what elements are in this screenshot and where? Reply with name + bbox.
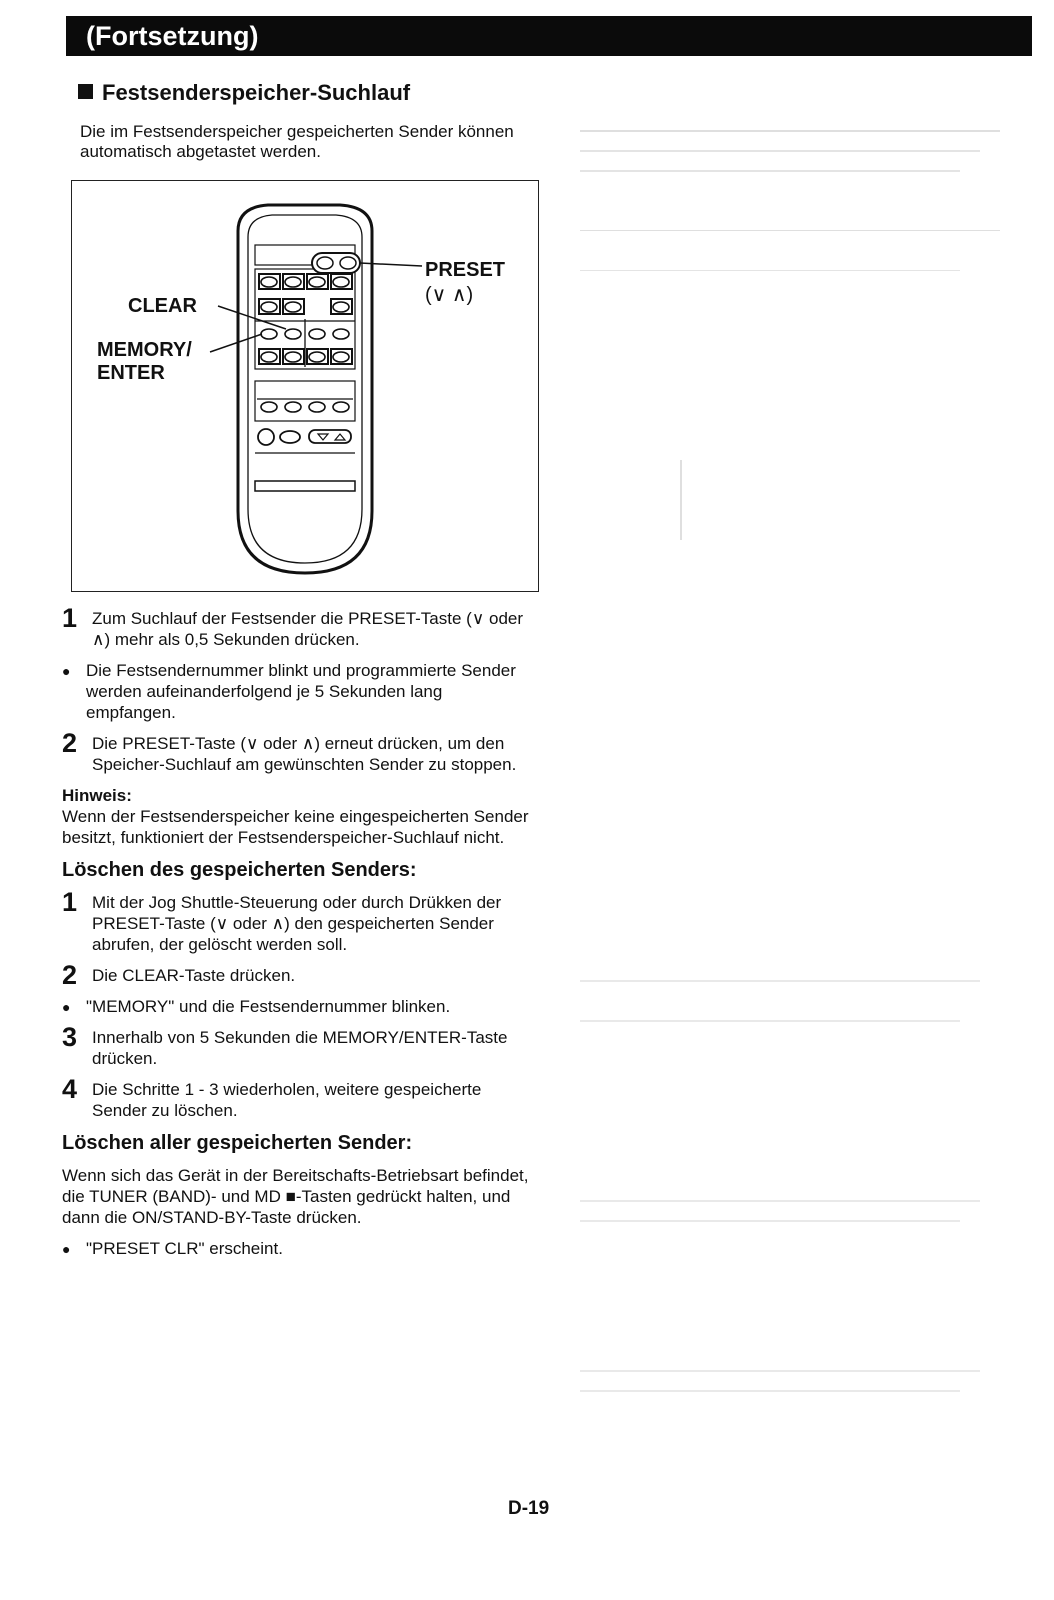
- delete-step-2: [62, 960, 532, 990]
- preset-arrows-label: (∨ ∧): [425, 284, 474, 306]
- bleed-through-texture: [560, 80, 1040, 1480]
- intro-text: Die im Festsenderspeicher gespeicherten Sender können automatisch abgetastet werden.: [80, 122, 514, 161]
- delete-all-heading: Löschen aller gespeicherten Sender:: [62, 1132, 413, 1154]
- bullet-text: "PRESET CLR" erscheint.: [86, 1239, 283, 1258]
- step-text: Die Schritte 1 - 3 wiederholen, weitere gespeicherte Sender zu löschen.: [92, 1080, 482, 1120]
- remote-control-figure: [71, 180, 539, 592]
- delete-bullet: [62, 996, 532, 1017]
- scan-step-2: [62, 728, 532, 775]
- section-heading: [78, 80, 410, 106]
- note-title: Hinweis:: [62, 786, 132, 805]
- delete-one-heading: Löschen des gespeicherten Senders:: [62, 859, 417, 881]
- instructions-column: [62, 603, 532, 1269]
- step-number: 2: [62, 728, 78, 758]
- bullet-dot-icon: ●: [62, 999, 71, 1015]
- bullet-dot-icon: ●: [62, 663, 71, 679]
- step-text: Die CLEAR-Taste drücken.: [92, 966, 296, 985]
- memory-label: MEMORY/: [97, 339, 192, 361]
- delete-step-3: [62, 1022, 532, 1069]
- step-number: 4: [62, 1074, 78, 1104]
- step-number: 2: [62, 960, 78, 990]
- bullet-text: Die Festsendernummer blinkt und programmierte Sender werden aufeinanderfolgend je 5 Sekunden lang empfangen.: [86, 661, 516, 722]
- step-text: Zum Suchlauf der Festsender die PRESET-Taste (∨ oder ∧) mehr als 0,5 Sekunden drücken.: [92, 609, 524, 649]
- step-number: 1: [62, 887, 78, 917]
- step-number: 3: [62, 1022, 78, 1052]
- delete-step-1: [62, 887, 532, 955]
- step-text: Die PRESET-Taste (∨ oder ∧) erneut drücken, um den Speicher-Suchlauf am gewünschten Sender zu stoppen.: [92, 734, 517, 774]
- delete-all-bullet: [62, 1238, 532, 1259]
- scan-bullet: [62, 660, 532, 723]
- bullet-text: "MEMORY" und die Festsendernummer blinken.: [86, 997, 451, 1016]
- enter-label: ENTER: [97, 362, 165, 384]
- bullet-dot-icon: ●: [62, 1241, 71, 1257]
- preset-label: PRESET: [425, 259, 506, 281]
- step-text: Mit der Jog Shuttle-Steuerung oder durch Drükken der PRESET-Taste (∨ oder ∧) den gespeicherten Sender abrufen, der gelöscht werden soll.: [92, 893, 502, 954]
- page-title: (Fortsetzung): [86, 21, 259, 51]
- scan-step-1: [62, 603, 532, 650]
- square-bullet-icon: [78, 84, 93, 99]
- clear-label: CLEAR: [128, 295, 197, 317]
- page-number: D-19: [508, 1498, 550, 1519]
- delete-all-text: Wenn sich das Gerät in der Bereitschafts-Betriebsart befindet, die TUNER (BAND)- und MD ■-Tasten gedrückt halten, und dann die ON/STAND-BY-Taste drücken.: [62, 1166, 529, 1227]
- section-heading-text: Festsenderspeicher-Suchlauf: [102, 80, 411, 105]
- step-number: 1: [62, 603, 78, 633]
- note-text: Wenn der Festsenderspeicher keine eingespeicherten Sender besitzt, funktioniert der Festsenderspeicher-Suchlauf nicht.: [62, 807, 529, 847]
- remote-control-illustration: [72, 181, 538, 591]
- delete-step-4: [62, 1074, 532, 1121]
- step-text: Innerhalb von 5 Sekunden die MEMORY/ENTER-Taste drücken.: [92, 1028, 508, 1068]
